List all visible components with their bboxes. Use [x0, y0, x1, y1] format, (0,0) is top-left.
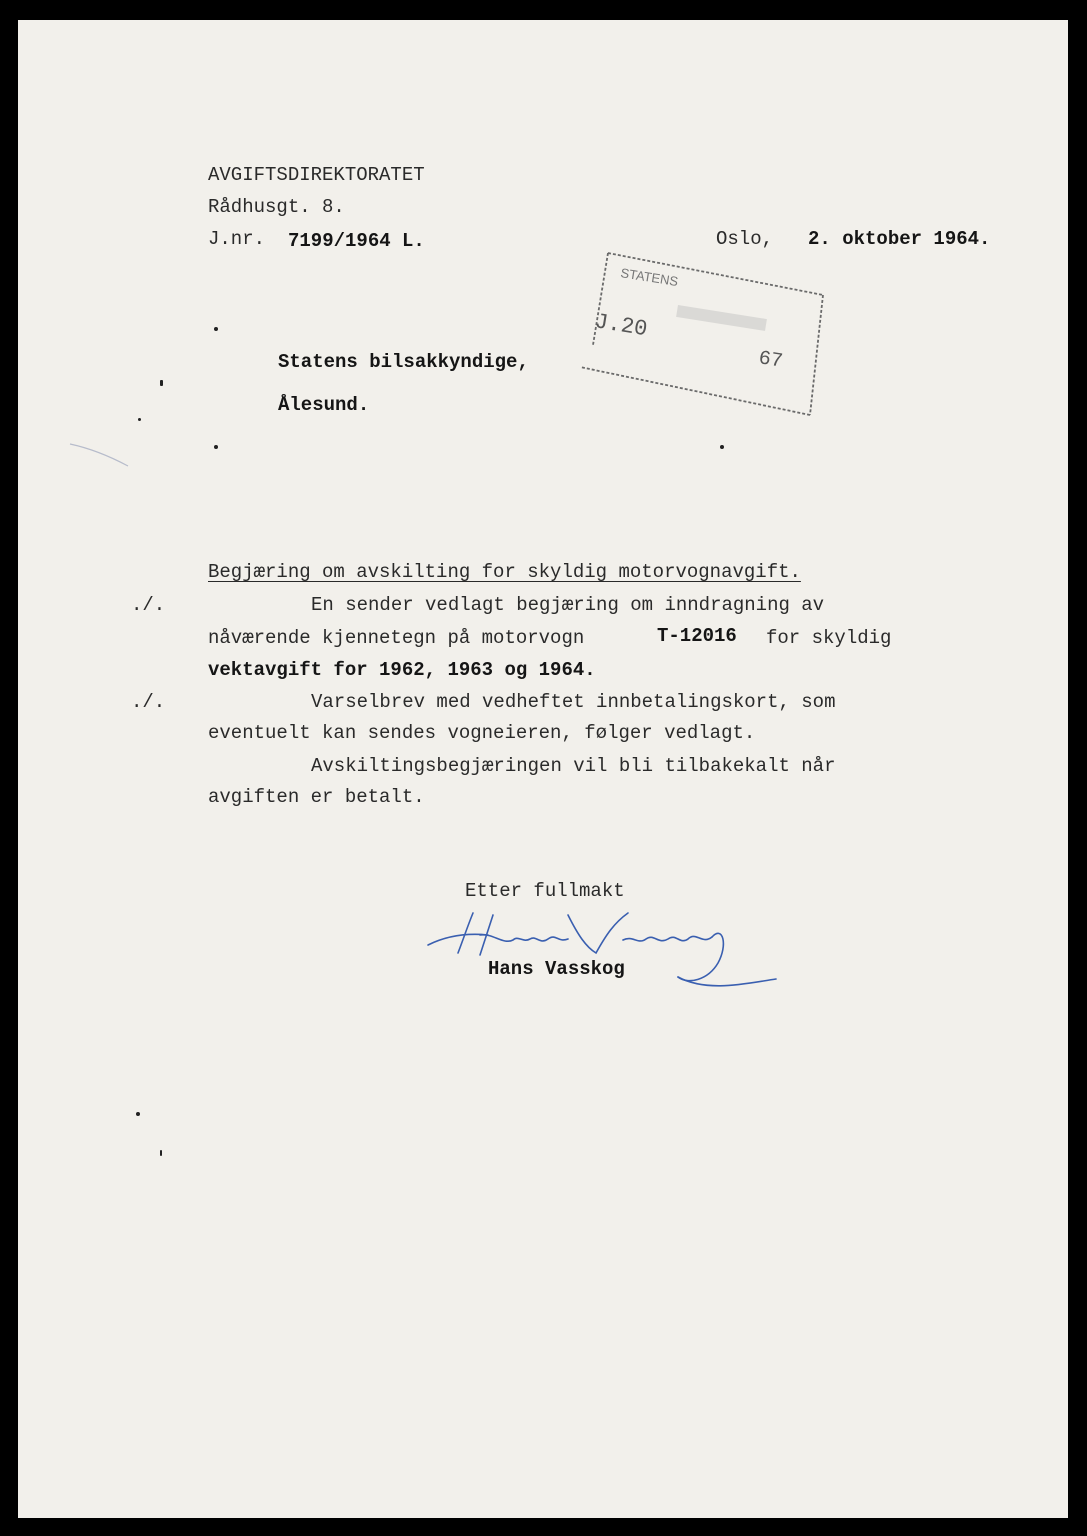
subject-line: Begjæring om avskilting for skyldig motorvognavgift. [208, 561, 801, 583]
recipient-line-1: Statens bilsakkyndige, [278, 351, 529, 373]
enclosure-mark: ./. [131, 594, 166, 616]
margin-mark [160, 1150, 162, 1156]
letter-date: 2. oktober 1964. [808, 228, 991, 250]
address-window-mark [214, 327, 218, 331]
margin-mark [138, 418, 141, 421]
recipient-line-2: Ålesund. [278, 394, 370, 416]
sender-address: Rådhusgt. 8. [208, 196, 345, 218]
handwritten-signature [418, 905, 778, 1005]
body-paragraph-1-line-2: nåværende kjennetegn på motorvogn [208, 627, 585, 649]
body-paragraph-3-line-1: Avskiltingsbegjæringen vil bli tilbakekalt når [311, 755, 836, 777]
letter-place: Oslo, [716, 228, 774, 250]
stamp-text-year: 67 [756, 347, 785, 374]
pencil-mark [68, 440, 148, 480]
body-paragraph-1-line-3: vektavgift for 1962, 1963 og 1964. [208, 659, 596, 681]
signatory-name: Hans Vasskog [488, 958, 625, 980]
received-stamp [578, 245, 838, 430]
body-paragraph-3-line-2: avgiften er betalt. [208, 786, 425, 808]
body-paragraph-2-line-1: Varselbrev med vedheftet innbetalingskort, som [311, 691, 836, 713]
registration-number: T-12016 [657, 625, 737, 647]
margin-mark [136, 1112, 140, 1116]
stamp-text-date: J.20 [592, 309, 649, 343]
letter-page [18, 20, 1068, 1518]
body-paragraph-2-line-2: eventuelt kan sendes vogneieren, følger vedlagt. [208, 722, 756, 744]
margin-mark [160, 380, 163, 386]
address-window-mark [720, 445, 724, 449]
enclosure-mark: ./. [131, 691, 166, 713]
authority-line: Etter fullmakt [465, 880, 625, 902]
address-window-mark [214, 445, 218, 449]
stamp-text-top: STATENS [619, 265, 680, 290]
body-paragraph-1-line-1: En sender vedlagt begjæring om inndragning av [311, 594, 825, 616]
journal-number-value: 7199/1964 L. [288, 230, 425, 252]
journal-number-label: J.nr. [208, 228, 266, 250]
sender-organization: AVGIFTSDIREKTORATET [208, 164, 425, 186]
body-paragraph-1-line-2-end: for skyldig [766, 627, 892, 649]
